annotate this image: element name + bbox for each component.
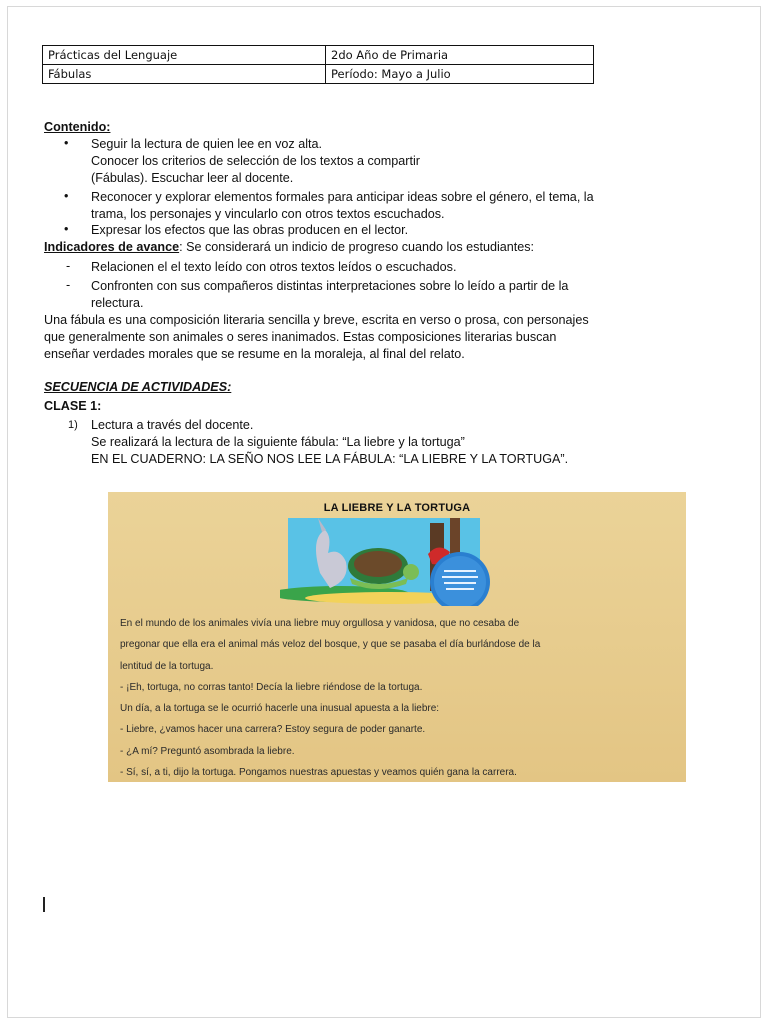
bullet-line: Seguir la lectura de quien lee en voz alta. [91,137,323,151]
contenido-heading: Contenido: [44,120,111,134]
header-row [43,65,594,84]
indicador-line: Confronten con sus compañeros distintas interpretaciones sobre lo leído a partir de la [91,279,569,293]
indicador-item-2 [91,278,568,312]
definition-line: enseñar verdades morales que se resume en la moraleja, al final del relato. [44,347,465,361]
fable-line: - Liebre, ¿vamos hacer una carrera? Estoy segura de poder ganarte. [120,724,426,736]
text-cursor[interactable] [43,897,45,912]
header-row [43,46,594,65]
fable-title: LA LIEBRE Y LA TORTUGA [323,502,471,514]
dash-mark: - [66,278,71,292]
bullet-line: (Fábulas). Escuchar leer al docente. [91,171,294,185]
activity-line: EN EL CUADERNO: LA SEÑO NOS LEE LA FÁBULA: “LA LIEBRE Y LA TORTUGA”. [91,452,569,466]
fable-line: - Sí, sí, a ti, dijo la tortuga. Pongamos nuestras apuestas y veamos quién gana la carrera. [120,767,517,779]
indicadores-line [44,239,534,256]
fable-line: - ¡Eh, tortuga, no corras tanto! Decía la liebre riéndose de la tortuga. [120,681,423,693]
bullet-mark: • [64,222,69,236]
topic-cell: Fábulas [43,65,326,84]
definition-paragraph [44,312,589,363]
contenido-bullet-2 [91,189,594,223]
fable-image [108,492,686,782]
hare-tortoise-illustration-icon [280,518,580,606]
period-cell: Período: Mayo a Julio [326,65,594,84]
activity-line: Lectura a través del docente. [91,418,254,432]
dash-mark: - [66,259,71,273]
fable-line: En el mundo de los animales vivía una liebre muy orgullosa y vanidosa, que no cesaba de [120,618,520,629]
fable-line: lentitud de la tortuga. [120,660,214,672]
fable-text [120,613,680,783]
indicador-item-1 [91,259,456,276]
bullet-line: Conocer los criterios de selección de los textos a compartir [91,154,420,168]
activity-number: 1) [68,419,78,431]
secuencia-heading: SECUENCIA DE ACTIVIDADES: [44,380,232,394]
subject-cell: Prácticas del Lenguaje [43,46,326,65]
indicador-line: Relacionen el el texto leído con otros textos leídos o escuchados. [91,260,457,274]
activity-line: Se realizará la lectura de la siguiente fábula: “La liebre y la tortuga” [91,435,465,449]
bullet-line: Expresar los efectos que las obras producen en el lector. [91,223,409,237]
definition-line: que generalmente son animales o seres inanimados. Estas composiciones literarias buscan [44,330,557,344]
bullet-mark: • [64,189,69,203]
contenido-bullet-1 [91,136,420,187]
indicadores-text: : Se considerará un indicio de progreso cuando los estudiantes: [179,240,535,254]
bullet-line: trama, los personajes y vincularlo con otros textos escuchados. [91,207,445,221]
header-table [42,45,594,84]
definition-line: Una fábula es una composición literaria sencilla y breve, escrita en verso o prosa, con personajes [44,313,589,327]
fable-line: Un día, a la tortuga se le ocurrió hacerle una inusual apuesta a la liebre: [120,703,440,715]
indicadores-label: Indicadores de avance [44,240,180,254]
bullet-mark: • [64,136,69,150]
fable-line: pregonar que ella era el animal más veloz del bosque, y que se pasaba el día burlándose de la [120,639,541,651]
contenido-bullet-3 [91,222,408,239]
activity-item [91,417,568,468]
fable-line: - ¿A mí? Preguntó asombrada la liebre. [120,745,295,757]
indicador-line: relectura. [91,296,144,310]
clase-label: CLASE 1: [44,399,102,413]
bullet-line: Reconocer y explorar elementos formales para anticipar ideas sobre el género, el tema, la [91,190,594,204]
grade-cell: 2do Año de Primaria [326,46,594,65]
